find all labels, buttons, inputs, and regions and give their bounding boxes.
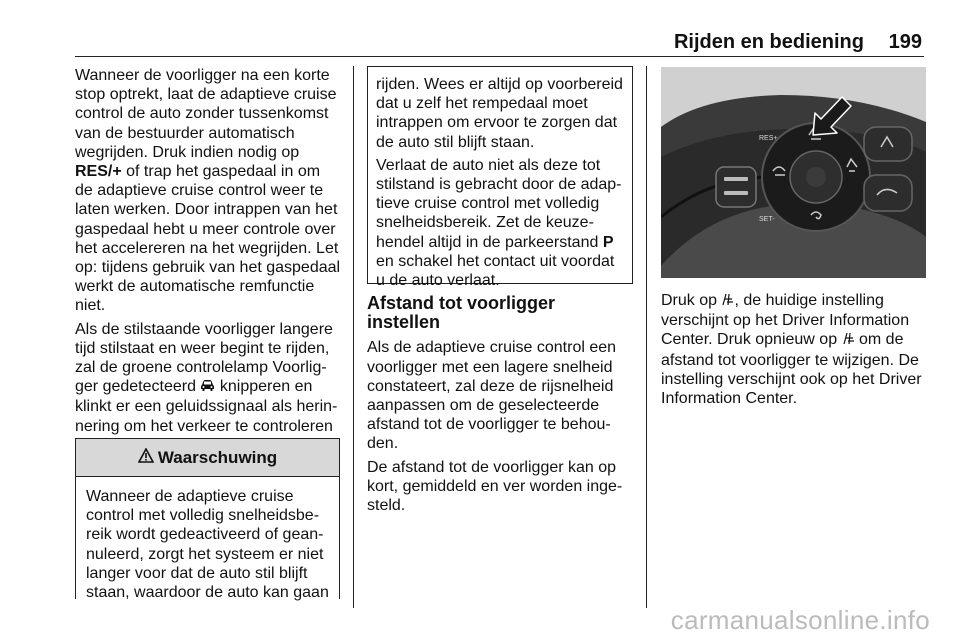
section-paragraph-2: De afstand tot de voorligger kan op kort, gemiddeld en ver worden ingesteld. xyxy=(367,458,623,515)
text-fragment: Druk op xyxy=(661,292,722,309)
column-2 xyxy=(367,294,633,519)
text-fragment: Verlaat de auto niet als deze tot stilstand is gebracht door de adaptieve cruise control met volledig snelheidsbereik. Zet de keuzehendel altijd in de parkeerstand xyxy=(376,156,622,251)
warning-box xyxy=(75,438,340,602)
warning-title: Waarschuwing xyxy=(157,447,278,467)
page-number: 199 xyxy=(888,31,922,53)
warning-triangle-icon xyxy=(138,448,154,468)
page-header-title: Rijden en bediening xyxy=(673,31,864,53)
column-3 xyxy=(661,291,929,412)
warning-continuation-p1: rijden. Wees er altijd op voorbereid dat u zelf het rempedaal moet intrappen om ervoor te zorgen dat de auto stil blijft staan. xyxy=(376,76,623,151)
res-button-label: RES+ xyxy=(759,135,778,142)
paragraph-auto-drive-off xyxy=(75,66,341,316)
column-divider-2 xyxy=(646,66,647,608)
text-fragment: om de afstand tot voorligger te wijzigen. De instelling verschijnt ook op het Driver Information Center. xyxy=(661,331,922,408)
warning-text: Wanneer de adaptieve cruise control met volledig snelheidsbereik wordt gedeactiveerd of geannuleerd, zorgt het systeem er niet langer voor dat de auto stil blijft staan, waardoor de auto kan gaan xyxy=(86,488,329,602)
text-fragment: en schakel het contact uit voordat u de auto verlaat. xyxy=(376,252,615,290)
car-front-icon xyxy=(200,378,215,397)
follow-distance-icon xyxy=(842,331,855,350)
column-3-paragraph xyxy=(661,291,929,408)
column-divider-1 xyxy=(353,66,354,608)
warning-continuation-box xyxy=(367,66,633,290)
section-paragraph-1: Als de adaptieve cruise control een voorligger met een lagere snelheid constateert, zal deze de rijsnelheid aanpassen om de geselecteerde afstand tot de voorligger te behouden. xyxy=(367,339,617,453)
text-fragment: Wanneer de voorligger na een korte stop optrekt, laat de adaptieve cruise control de auto zonder tussenkomst van de bestuurder automatisch wegrijden. Druk indien nodig op xyxy=(75,67,337,161)
warning-header xyxy=(76,439,339,477)
watermark: carmanualsonline.info xyxy=(670,605,930,635)
header-rule xyxy=(75,56,924,57)
column-1 xyxy=(75,66,341,459)
follow-distance-icon xyxy=(721,292,734,311)
warning-continuation-p2 xyxy=(376,156,624,290)
text-fragment: knipperen en klinkt er een geluidssignaal als herinnering om het verkeer te controleren xyxy=(75,378,338,435)
paragraph-vehicle-ahead xyxy=(75,320,341,455)
text-fragment: , de huidige instelling verschijnt op het Driver Information Center. Druk opnieuw op xyxy=(661,292,910,349)
res-key-label: RES/+ xyxy=(75,163,122,181)
set-button-label: SET- xyxy=(759,216,775,223)
section-heading: Afstand tot voorligger instellen xyxy=(367,293,555,333)
steering-wheel-controls-figure xyxy=(661,67,926,278)
text-fragment: of trap het gaspedaal in om de adaptieve cruise control weer te laten werken. Door intrappen van het gaspedaal hebt u meer controle over het accelereren na het wegrijden. Let op: tijdens gebruik van het gaspedaal werkt de automatische remfunctie niet. xyxy=(75,163,341,315)
park-key-label: P xyxy=(602,233,614,251)
warning-continuation-body xyxy=(368,67,632,290)
text-fragment: Als de stilstaande voorligger langere tijd stilstaat en weer begint te rijden, zal de groene controlelamp Voorligger gedetecteerd xyxy=(75,320,333,396)
